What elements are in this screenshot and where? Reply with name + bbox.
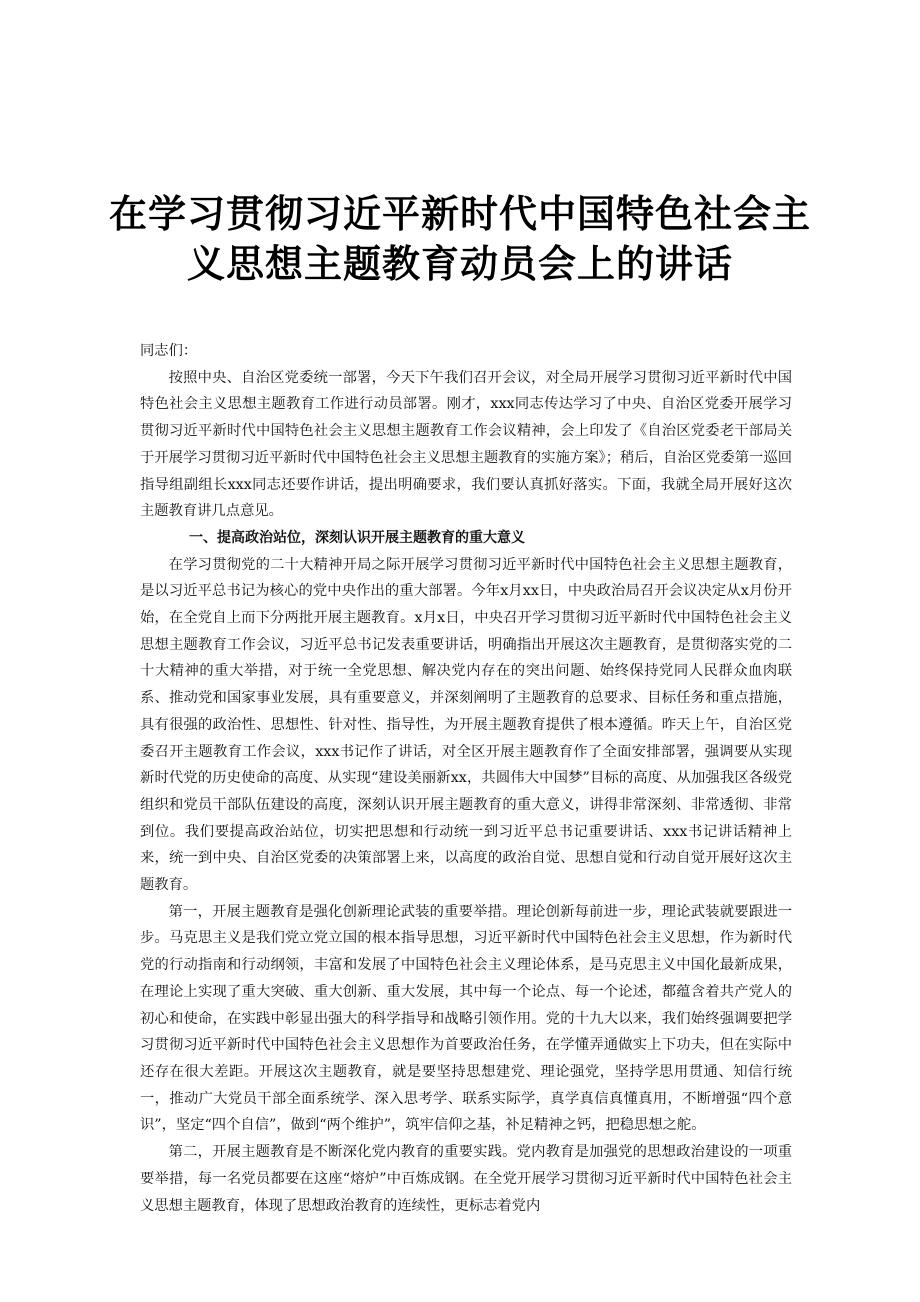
document-title-line-1: 在学习贯彻习近平新时代中国特色社会主	[108, 192, 811, 236]
salutation: 同志们：	[140, 343, 198, 359]
intro-paragraph: 按照中央、自治区党委统一部署，今天下午我们召开会议，对全局开展学习贯彻习近平新时代中国特色社会主义思想主题教育工作进行动员部署。刚才，xxx同志传达学习了中央、自治区党委开展学习贯彻习近平新时代中国特色社会主义思想主题教育工作会议精神，会上印发了《自治区党委老干部局关于开展学习贯彻习近平新时代中国特色社会主义思想主题教育的实施方案》；稍后，自治区党委第一巡回指导组副组长xxx同志还要作讲话，提出明确要求，我们要认真抓好落实。下面，我就全局开展好这次主题教育讲几点意见。	[140, 369, 792, 520]
section-paragraph: 在学习贯彻党的二十大精神开局之际开展学习贯彻习近平新时代中国特色社会主义思想主题教育，是以习近平总书记为核心的党中央作出的重大部署。今年x月xx日，中央政治局召开会议决定从x月份开始，在全党自上而下分两批开展主题教育。x月x日，中央召开学习贯彻习近平新时代中国特色社会主义思想主题教育工作会议，习近平总书记发表重要讲话，明确指出开展这次主题教育，是贯彻落实党的二十大精神的重大举措，对于统一全党思想、解决党内存在的突出问题、始终保持党同人民群众血肉联系、推动党和国家事业发展，具有重要意义，并深刻阐明了主题教育的总要求、目标任务和重点措施，具有很强的政治性、思想性、针对性、指导性，为开展主题教育提供了根本遵循。昨天上午，自治区党委召开主题教育工作会议，xxx书记作了讲话，对全区开展主题教育作了全面安排部署，强调要从实现新时代党的历史使命的高度、从实现“建设美丽新xx，共圆伟大中国梦”目标的高度、从加强我区各级党组织和党员干部队伍建设的高度，深刻认识开展主题教育的重大意义，讲得非常深刻、非常透彻、非常到位。我们要提高政治站位，切实把思想和行动统一到习近平总书记重要讲话、xxx书记讲话精神上来，统一到中央、自治区党委的决策部署上来，以高度的政治自觉、思想自觉和行动自觉开展好这次主题教育。	[140, 556, 792, 894]
document-body	[140, 338, 792, 1219]
section-paragraph: 第一，开展主题教育是强化创新理论武装的重要举措。理论创新每前进一步，理论武装就要跟进一步。马克思主义是我们党立党立国的根本指导思想，习近平新时代中国特色社会主义思想，作为新时代党的行动指南和行动纲领，丰富和发展了中国特色社会主义理论体系，是马克思主义中国化最新成果，在理论上实现了重大突破、重大创新、重大发展，其中每一个论点、每一个论述，都蕴含着共产党人的初心和使命，在实践中彰显出强大的科学指导和战略引领作用。党的十九大以来，我们始终强调要把学习贯彻习近平新时代中国特色社会主义思想作为首要政治任务，在学懂弄通做实上下功夫，但在实际中还存在很大差距。开展这次主题教育，就是要坚持思想建党、理论强党，坚持学思用贯通、知信行统一，推动广大党员干部全面系统学、深入思考学、联系实际学，真学真信真懂真用，不断增强“四个意识”，坚定“四个自信”，做到“两个维护”，筑牢信仰之基，补足精神之钙，把稳思想之舵。	[140, 903, 792, 1134]
document-title-line-2: 义思想主题教育动员会上的讲话	[186, 242, 733, 286]
section-heading: 一、提高政治站位，深刻认识开展主题教育的重大意义	[189, 529, 525, 546]
section-paragraph: 第二，开展主题教育是不断深化党内教育的重要实践。党内教育是加强党的思想政治建设的一项重要举措，每一名党员都要在这座“熔炉”中百炼成钢。在全党开展学习贯彻习近平新时代中国特色社会主义思想主题教育，体现了思想政治教育的连续性，更标志着党内	[140, 1144, 792, 1214]
